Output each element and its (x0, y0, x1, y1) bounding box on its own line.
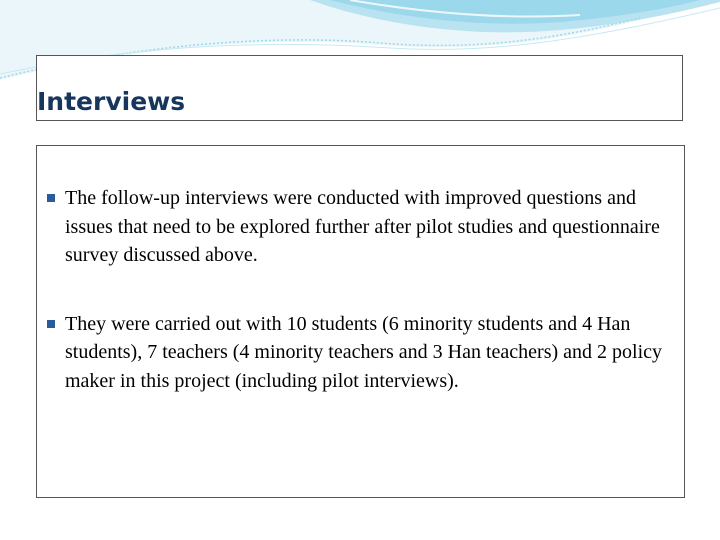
bullet-item (37, 184, 682, 270)
square-bullet-icon (47, 194, 55, 202)
bullet-list (37, 184, 682, 395)
title-box (36, 55, 683, 121)
bullet-text: The follow-up interviews were conducted with improved questions and issues that need to be explored further after pilot studies and questionnaire survey discussed above. (65, 187, 660, 266)
content-box (36, 145, 685, 498)
square-bullet-icon (47, 320, 55, 328)
bullet-text: They were carried out with 10 students (6 minority students and 4 Han students), 7 teachers (4 minority teachers and 3 Han teachers) and 2 policy maker in this project (including pilot interviews). (65, 312, 663, 392)
bullet-item (37, 310, 682, 396)
slide-title: Interviews (37, 87, 186, 116)
